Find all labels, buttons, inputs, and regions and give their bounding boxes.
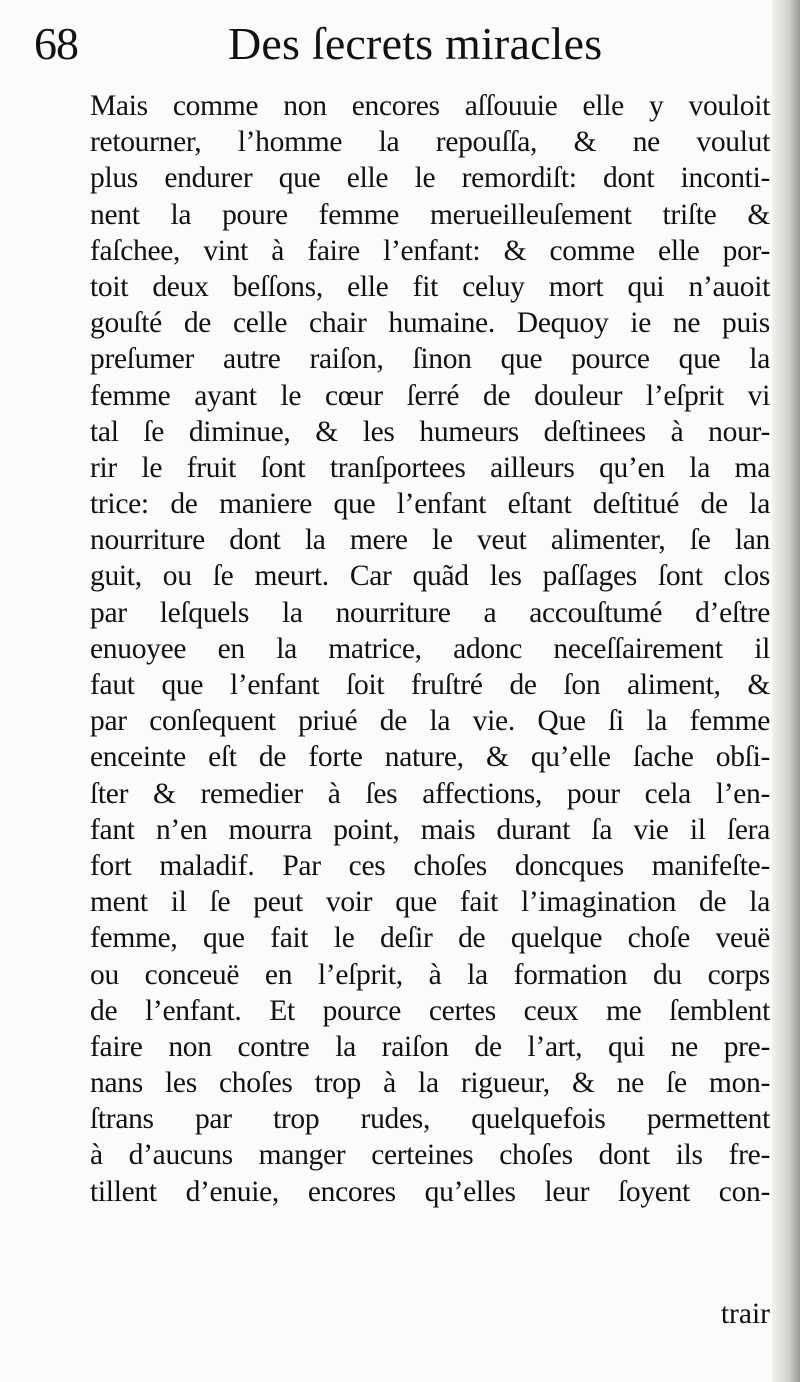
text-line: à d’aucuns manger certeines choſes dont ils fre-: [90, 1139, 770, 1172]
text-line: par conſequent priué de la vie. Que ſi la femme: [90, 705, 770, 738]
text-line: Mais comme non encores aſſouuie elle y vouloit: [90, 90, 770, 122]
text-line: toit deux beſſons, elle fit celuy mort qui n’auoit: [90, 270, 770, 303]
text-line: par leſquels la nourriture a accouſtumé d’eſtre: [90, 596, 770, 629]
text-line: ment il ſe peut voir que fait l’imagination de la: [90, 886, 770, 919]
text-line: ſtrans par trop rudes, quelquefois permettent: [90, 1103, 770, 1136]
running-title: Des ſecrets miracles: [228, 18, 603, 69]
text-line: ou conceuë en l’eſprit, à la formation du corps: [90, 958, 770, 991]
text-line: fort maladif. Par ces choſes doncques manifeſte-: [90, 849, 770, 882]
text-line: enuoyee en la matrice, adonc neceſſairement il: [90, 632, 770, 665]
text-line: fant n’en mourra point, mais durant ſa vie il ſera: [90, 813, 770, 846]
text-line: tal ſe diminue, & les humeurs deſtinees à nour-: [90, 415, 770, 448]
text-line: faut que l’enfant ſoit fruſtré de ſon aliment, &: [90, 669, 770, 701]
page-edge-shadow: [772, 0, 800, 1382]
text-line: ſter & remedier à ſes affections, pour cela l’en-: [90, 777, 770, 810]
text-line: preſumer autre raiſon, ſinon que pource que la: [90, 343, 770, 376]
text-line: faire non contre la raiſon de l’art, qui ne pre-: [90, 1030, 770, 1063]
text-line: retourner, l’homme la repouſſa, & ne voulut: [90, 126, 770, 159]
text-line: de l’enfant. Et pource certes ceux me ſemblent: [90, 994, 770, 1027]
text-line: guit, ou ſe meurt. Car quãd les paſſages ſont clos: [90, 560, 770, 593]
text-line: enceinte eſt de forte nature, & qu’elle ſache obſi-: [90, 741, 770, 774]
text-line: nourriture dont la mere le veut alimenter, ſe lan: [90, 524, 770, 557]
text-line: nent la poure femme merueilleuſement triſte &: [90, 198, 770, 231]
text-line: tillent d’enuie, encores qu’elles leur ſoyent con-: [90, 1175, 770, 1208]
body-text: [90, 88, 770, 1210]
text-line: trice: de maniere que l’enfant eſtant deſtitué de la: [90, 488, 770, 521]
text-line: nans les choſes trop à la rigueur, & ne ſe mon-: [90, 1067, 770, 1100]
text-line: gouſté de celle chair humaine. Dequoy ie ne puis: [90, 307, 770, 340]
text-line: rir le fruit ſont tranſportees ailleurs qu’en la ma: [90, 451, 770, 484]
catchword: trair: [720, 1298, 770, 1330]
text-line: plus endurer que elle le remordiſt: dont inconti-: [90, 162, 770, 195]
text-line: faſchee, vint à faire l’enfant: & comme elle por-: [90, 234, 770, 267]
text-line: femme, que fait le deſir de quelque choſe veuë: [90, 922, 770, 955]
page-number: 68: [34, 18, 78, 69]
text-line: femme ayant le cœur ſerré de douleur l’eſprit vi: [90, 379, 770, 412]
